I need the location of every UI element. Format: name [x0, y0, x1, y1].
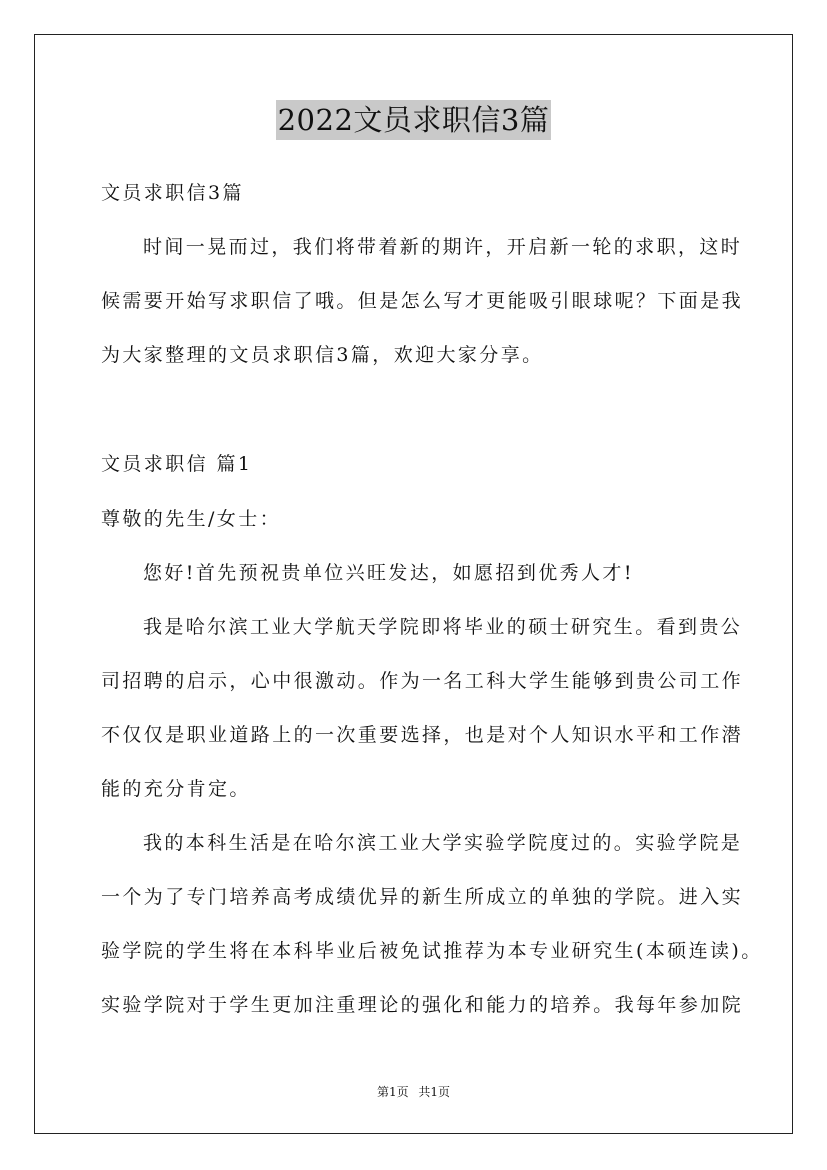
paragraph-line: 能的充分肯定。: [101, 778, 251, 800]
intro-line: 时间一晃而过，我们将带着新的期许，开启新一轮的求职，这时: [143, 236, 743, 258]
page-total: 共1页: [418, 1085, 451, 1099]
paragraph-line: 我的本科生活是在哈尔滨工业大学实验学院度过的。实验学院是: [143, 832, 743, 854]
paragraph-line: 我是哈尔滨工业大学航天学院即将毕业的硕士研究生。看到贵公: [143, 616, 743, 638]
section-heading: 文员求职信 篇1: [101, 453, 253, 475]
greeting: 您好!首先预祝贵单位兴旺发达，如愿招到优秀人才!: [143, 562, 634, 584]
paragraph-line: 不仅仅是职业道路上的一次重要选择，也是对个人知识水平和工作潜: [101, 724, 744, 746]
title-container: [0, 100, 827, 140]
page-footer: [0, 1084, 827, 1100]
paragraph-line: 一个为了专门培养高考成绩优异的新生所成立的单独的学院。进入实: [101, 886, 744, 908]
salutation: 尊敬的先生/女士：: [101, 508, 282, 530]
paragraph-line: 司招聘的启示，心中很激动。作为一名工科大学生能够到贵公司工作: [101, 670, 744, 692]
paragraph-line: 实验学院对于学生更加注重理论的强化和能力的培养。我每年参加院: [101, 994, 744, 1016]
intro-line: 为大家整理的文员求职信3篇，欢迎大家分享。: [101, 344, 544, 366]
intro-line: 候需要开始写求职信了哦。但是怎么写才更能吸引眼球呢？下面是我: [101, 290, 744, 312]
paragraph-line: 验学院的学生将在本科毕业后被免试推荐为本专业研究生(本硕连读)。: [101, 940, 763, 962]
document-subtitle: 文员求职信3篇: [101, 182, 244, 204]
page-number: 第1页: [376, 1085, 409, 1099]
document-title: 2022文员求职信3篇: [276, 100, 552, 140]
